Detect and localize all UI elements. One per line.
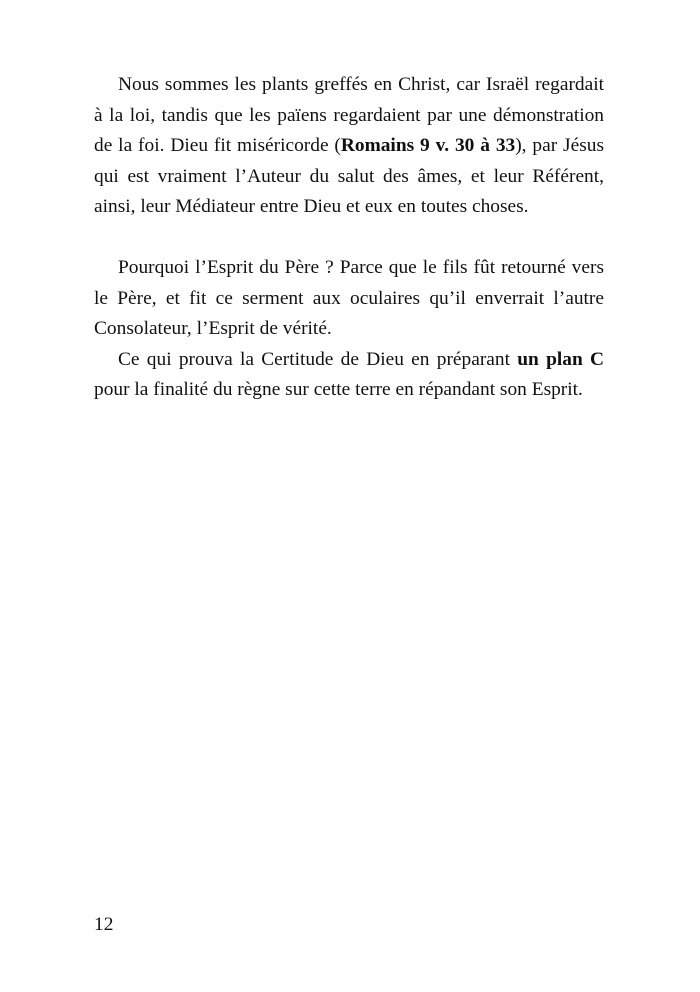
- paragraph-3: [94, 345, 604, 406]
- paragraph-2: [94, 253, 604, 345]
- paragraph-1-text-end: ), par Jésus qui est vraiment l’Auteur du salut des âmes, et leur Référent, ainsi, leur Médiateur entre Dieu et eux en toutes choses.: [94, 135, 604, 217]
- plan-emphasis: un plan C: [517, 348, 604, 370]
- bible-reference: Romains 9 v. 30 à 33: [340, 135, 516, 156]
- paragraph-3-text-start: Ce qui prouva la Certitude de Dieu en préparant: [118, 348, 518, 370]
- body-text: [94, 70, 604, 406]
- paragraph-1-text-start: Nous sommes les plants greffés en Christ, car Israël regardait à la loi, tandis que les païens regardaient par une démonstration de la foi. Dieu fit miséricorde (: [94, 74, 604, 156]
- page-number: 12: [94, 914, 114, 935]
- paragraph-3-text-end: pour la finalité du règne sur cette terre en répandant son Esprit.: [94, 379, 583, 400]
- paragraph-2-text: Pourquoi l’Esprit du Père ? Parce que le fils fût retourné vers le Père, et fit ce serment aux oculaires qu’il enverrait l’autre Consolateur, l’Esprit de vérité.: [94, 257, 604, 339]
- paragraph-spacer: [94, 223, 604, 254]
- paragraph-1: [94, 70, 604, 223]
